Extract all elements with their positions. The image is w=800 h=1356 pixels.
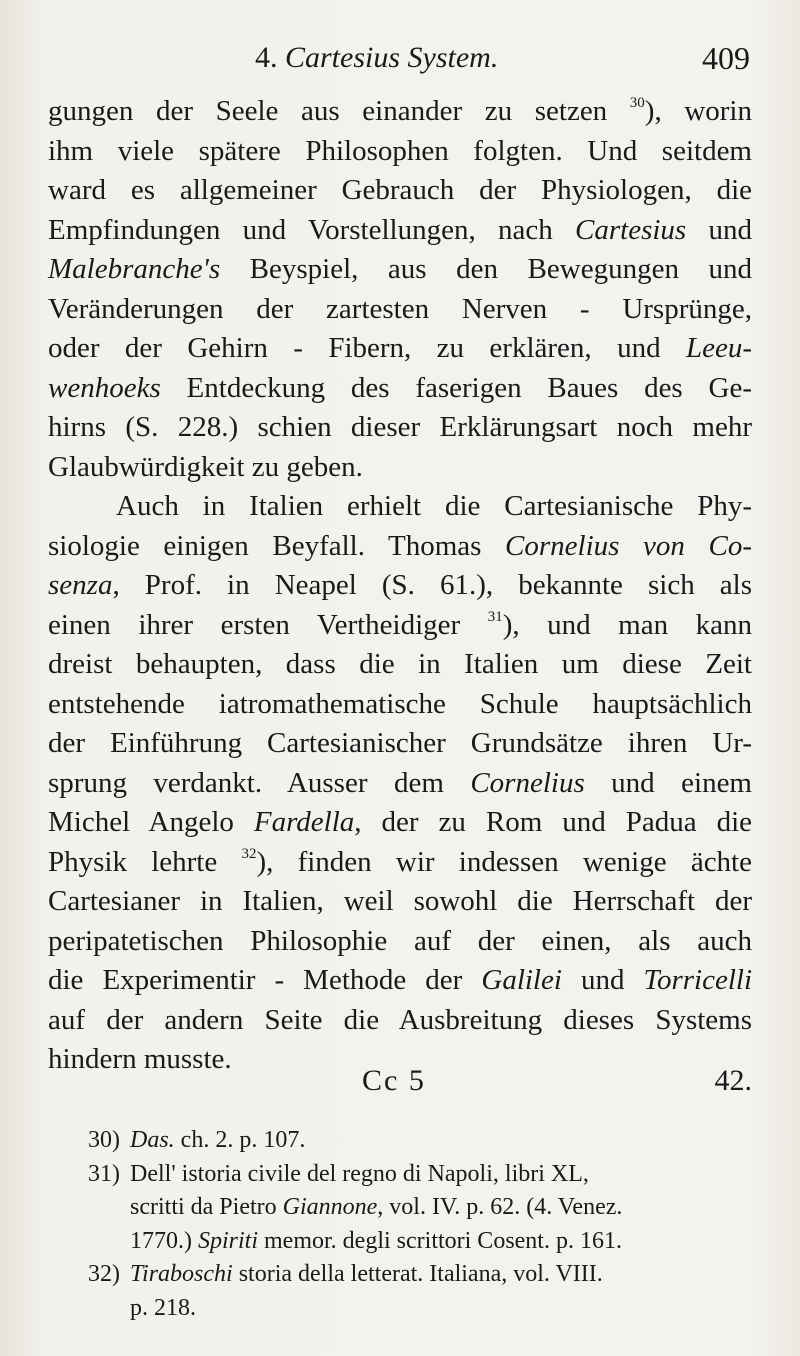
footnote-label: 32) (88, 1261, 120, 1287)
text-line: Veränderungen der zartesten Nerven - Ursprünge, (48, 292, 752, 325)
text-line: der Einführung Cartesianischer Grundsätze ihren Ur- (48, 727, 752, 759)
footnote-marker: 32 (241, 845, 257, 862)
footnote-text: 1770.) Spiriti memor. degli scrittori Cosent. p. 161. (130, 1227, 622, 1254)
main-text (48, 92, 752, 1080)
italic-text: Cornelius (470, 766, 585, 799)
text-line: Physik lehrte $^{32}$), finden wir indessen wenige ächte (48, 845, 752, 878)
italic-text: Leeu- (685, 332, 752, 364)
footnote-line (88, 1258, 752, 1292)
footnote-marker: 30 (629, 95, 645, 111)
footnote-label: 31) (88, 1160, 120, 1187)
footnote-line (88, 1124, 752, 1158)
text-line: siologie einigen Beyfall. Thomas Cornelius von Co- (48, 529, 752, 562)
running-head-title: Cartesius System. (285, 41, 499, 74)
footnote-text: Tiraboschi storia della letterat. Italiana, vol. VIII. (130, 1261, 603, 1287)
italic-text: Tiraboschi (130, 1261, 233, 1287)
text-line: oder der Gehirn - Fibern, zu erklären, und Leeu- (48, 332, 752, 364)
italic-text: Cartesius (575, 213, 687, 246)
italic-text: Cornelius von Co- (505, 529, 752, 562)
italic-text: Spiriti (198, 1227, 259, 1254)
italic-text: Fardella (253, 806, 355, 838)
text-line: Auch in Italien erhielt die Cartesianische Phy- (116, 490, 752, 522)
text-line: Glaubwürdigkeit zu geben. (48, 450, 363, 483)
italic-text: Malebranche's (48, 253, 221, 285)
footnote-text: scritti da Pietro Giannone, vol. IV. p. 62. (4. Venez. (130, 1194, 623, 1220)
text-line: auf der andern Seite die Ausbreitung dieses Systems (48, 1003, 752, 1036)
italic-text: Galilei (481, 964, 562, 996)
italic-text: senza (48, 569, 113, 601)
footnote-label: 30) (88, 1127, 120, 1153)
running-head (255, 36, 498, 80)
footnote-text: Dell' istoria civile del regno di Napoli, libri XL, (130, 1160, 589, 1187)
italic-text: Das. (130, 1127, 175, 1153)
text-line: wenhoeks Entdeckung des faserigen Baues des Ge- (48, 371, 752, 404)
signature-row (48, 1064, 752, 1108)
text-line: senza, Prof. in Neapel (S. 61.), bekannte sich als (48, 569, 752, 601)
footnote-text: Das. ch. 2. p. 107. (130, 1127, 306, 1153)
paragraph-2 (48, 487, 752, 1080)
text-line: hindern musste. (48, 1043, 232, 1075)
text-line: dreist behaupten, dass die in Italien um diese Zeit (48, 648, 752, 680)
paragraph-1 (48, 92, 752, 487)
italic-text: Giannone (282, 1194, 378, 1220)
page-number: 409 (702, 40, 750, 76)
text-line: Cartesianer in Italien, weil sowohl die Herrschaft der (48, 885, 752, 917)
footnote-line (88, 1292, 752, 1326)
footnote-text: p. 218. (130, 1294, 196, 1321)
italic-text: Torricelli (643, 964, 753, 996)
text-line: gungen der Seele aus einander zu setzen $^{30}$), worin (48, 95, 752, 127)
footnote-line (88, 1191, 752, 1225)
text-line: ward es allgemeiner Gebrauch der Physiologen, die (48, 174, 752, 206)
text-line: hirns (S. 228.) schien dieser Erklärungsart noch mehr (48, 411, 752, 443)
text-line: entstehende iatromathematische Schule hauptsächlich (48, 687, 752, 720)
text-line: einen ihrer ersten Vertheidiger $^{31}$), und man kann (48, 608, 752, 641)
text-line: die Experimentir - Methode der Galilei und Torricelli (48, 964, 753, 996)
text-line: ihm viele spätere Philosophen folgten. Und seitdem (48, 134, 752, 167)
text-line: sprung verdankt. Ausser dem Cornelius und einem (48, 766, 752, 799)
text-line: Michel Angelo Fardella, der zu Rom und Padua die (48, 806, 752, 838)
footnotes (88, 1124, 752, 1325)
printer-signature: Cc 5 (362, 1064, 426, 1097)
footnote-marker: 31 (487, 608, 503, 625)
text-line: peripatetischen Philosophie auf der einen, als auch (48, 924, 752, 957)
italic-text: wenhoeks (48, 371, 161, 404)
text-line: Malebranche's Beyspiel, aus den Bewegungen und (48, 253, 752, 285)
running-head-prefix: 4. (255, 41, 278, 74)
footnote-line (88, 1225, 752, 1259)
catchword: 42. (714, 1064, 752, 1097)
footnote-line (88, 1158, 752, 1192)
page-header (0, 36, 800, 84)
text-line: Empfindungen und Vorstellungen, nach Cartesius und (48, 213, 753, 246)
